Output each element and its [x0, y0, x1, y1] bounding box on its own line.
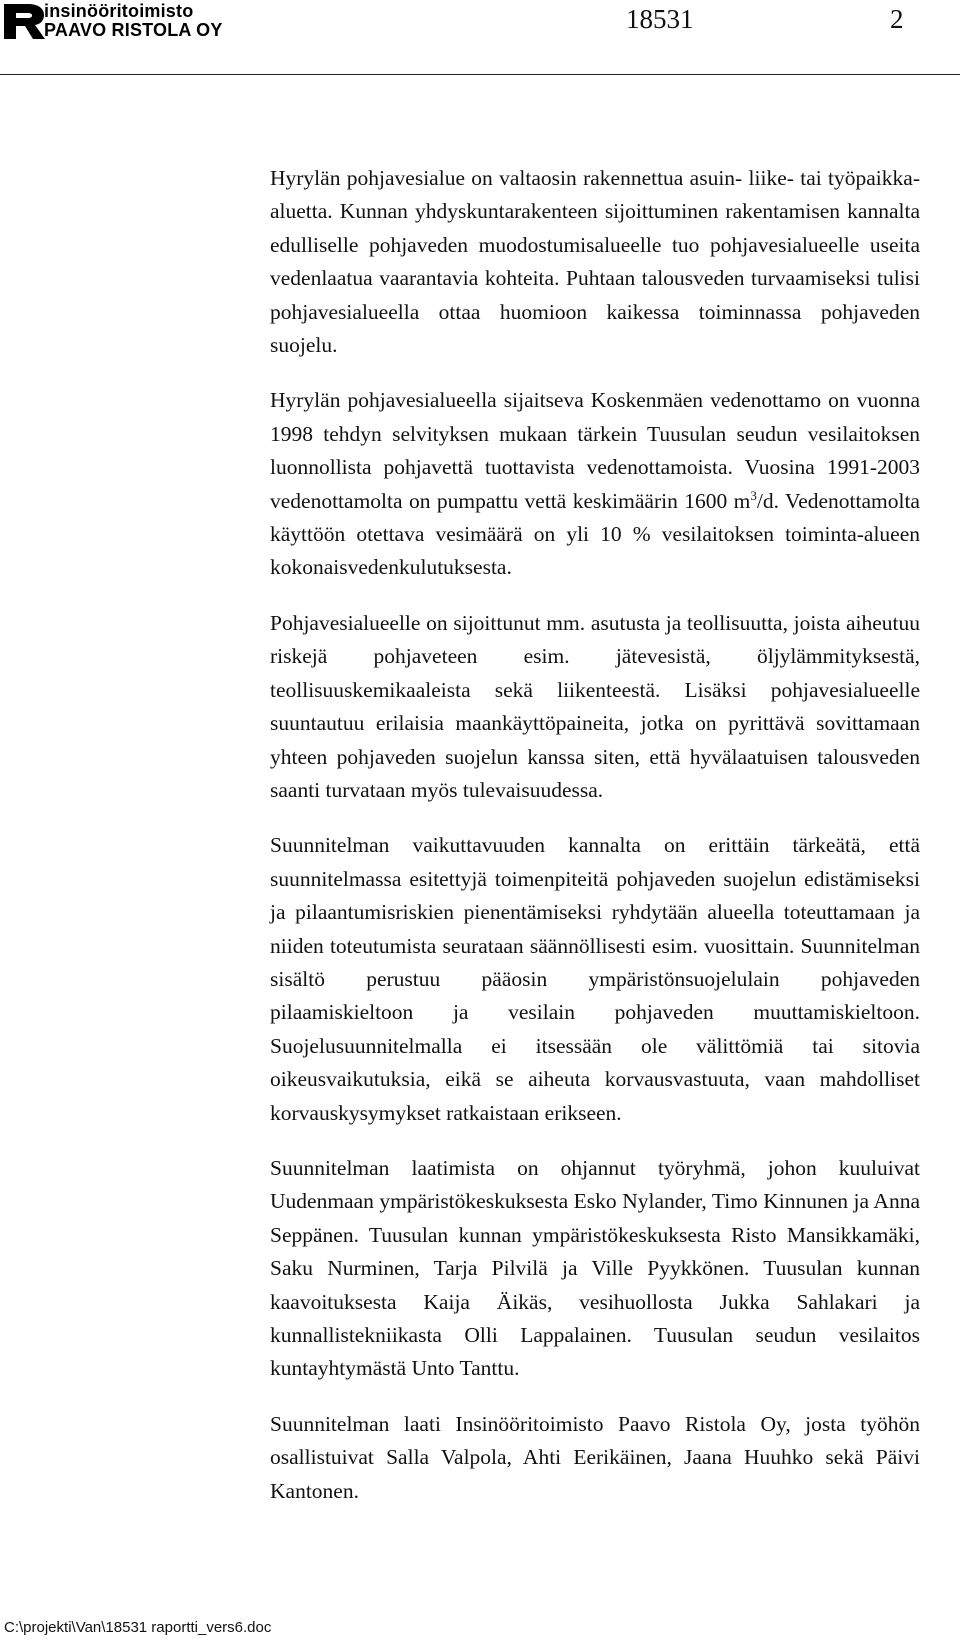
- paragraph: Suunnitelman vaikuttavuuden kannalta on erittäin tärkeätä, että suunnitelmassa esitettyjä toimenpiteitä pohjaveden suojelun edistämiseksi ja pilaantumisriskien pienentämiseksi ryhdytään alueella toteuttamaan ja niiden toteutumista seurataan säännöllisesti esim. vuosittain. Suunnitelman sisältö perustuu pääosin ympäristönsuojelulain pohjaveden pilaamiskieltoon ja vesilain pohjaveden muuttamiskieltoon. Suojelusuunnitelmalla ei itsessään ole välittömiä tai sitovia oikeusvaikutuksia, eikä se aiheuta korvausvastuuta, vaan mahdolliset korvauskysymykset ratkaistaan erikseen.: [270, 833, 920, 1125]
- paragraph-text: Hyrylän pohjavesialueella sijaitseva Koskenmäen vedenottamo on vuonna 1998 tehdyn selvityksen mukaan tärkein Tuusulan seudun vesilaitoksen luonnollista pohjavettä tuottavista vedenottamoista. Vuosina 1991-2003 vedenottamolta on pumpattu vettä keskimäärin 1600 m: [270, 388, 920, 513]
- paragraph: Pohjavesialueelle on sijoittunut mm. asutusta ja teollisuutta, joista aiheutuu riskejä pohjaveteen esim. jätevesistä, öljylämmityksestä, teollisuuskemikaaleista sekä liikenteestä. Lisäksi pohjavesialueelle suuntautuu erilaisia maankäyttöpaineita, jotka on pyrittävä sovittamaan yhteen pohjaveden suojelun kanssa siten, että hyvälaatuisen talousveden saanti turvataan myös tulevaisuudessa.: [270, 610, 920, 802]
- header-divider: [0, 74, 960, 75]
- company-name-line1: insinööritoimisto: [44, 1, 194, 21]
- paragraph-text: /d. Vedenottamolta käyttöön otettava vesimäärä on yli 10 % vesilaitoksen toiminta-alueen kokonaisvedenkulutuksesta.: [270, 488, 920, 580]
- paragraph: Suunnitelman laati Insinööritoimisto Paavo Ristola Oy, josta työhön osallistuivat Salla Valpola, Ahti Eerikäinen, Jaana Huuhko sekä Päivi Kantonen.: [270, 1411, 920, 1503]
- superscript: 3: [750, 487, 757, 503]
- paragraph: [270, 384, 920, 584]
- file-path-footer: C:\projekti\Van\18531 raportti_vers6.doc: [4, 1619, 272, 1636]
- page-number: 2: [890, 4, 904, 34]
- company-name: [44, 2, 223, 40]
- document-number: 18531: [626, 4, 694, 34]
- page-header: [0, 0, 960, 80]
- paragraph: Suunnitelman laatimista on ohjannut työryhmä, johon kuuluivat Uudenmaan ympäristökeskuksesta Esko Nylander, Timo Kinnunen ja Anna Seppänen. Tuusulan kunnan ympäristökeskuksesta Risto Mansikkamäki, Saku Nurminen, Tarja Pilvilä ja Ville Pyykkönen. Tuusulan kunnan kaavoituksesta Kaija Äikäs, vesihuollosta Jukka Sahlakari ja kunnallistekniikasta Olli Lappalainen. Tuusulan seudun vesilaitos kuntayhtymästä Unto Tanttu.: [270, 1155, 920, 1381]
- company-name-line2: PAAVO RISTOLA OY: [44, 20, 223, 40]
- body-text: [270, 162, 920, 1530]
- paragraph: Hyrylän pohjavesialue on valtaosin rakennettua asuin- liike- tai työpaikka-aluetta. Kunnan yhdyskuntarakenteen sijoittuminen rakentamisen kannalta edulliselle pohjaveden muodostumisalueelle tuo pohjavesialueelle useita vedenlaatua vaarantavia kohteita. Puhtaan talousveden turvaamiseksi tulisi pohjavesialueella ottaa huomioon kaikessa toiminnassa pohjaveden suojelu.: [270, 166, 920, 358]
